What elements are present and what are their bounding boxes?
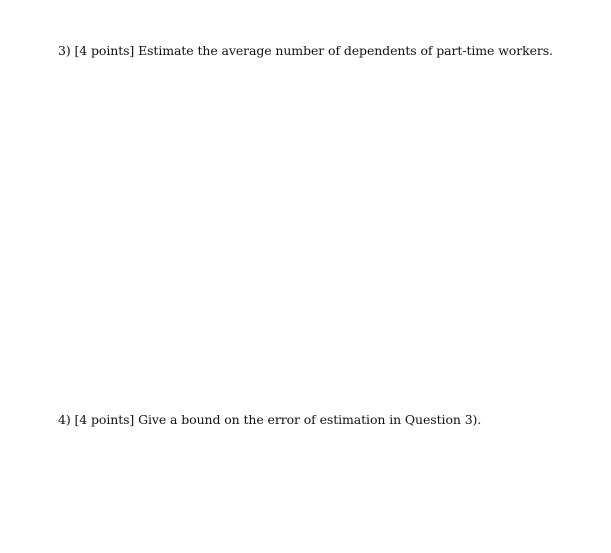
question-points: [4 points]: [74, 43, 135, 58]
question-4: [58, 412, 481, 428]
answer-space-question-4: [58, 435, 553, 545]
question-text: Estimate the average number of dependents of part-time workers.: [138, 43, 553, 58]
answer-space-question-3: [58, 66, 553, 396]
question-points: [4 points]: [74, 412, 135, 427]
question-number: 4): [58, 412, 71, 427]
question-text: Give a bound on the error of estimation in Question 3).: [138, 412, 482, 427]
question-3: [58, 43, 553, 59]
question-number: 3): [58, 43, 71, 58]
